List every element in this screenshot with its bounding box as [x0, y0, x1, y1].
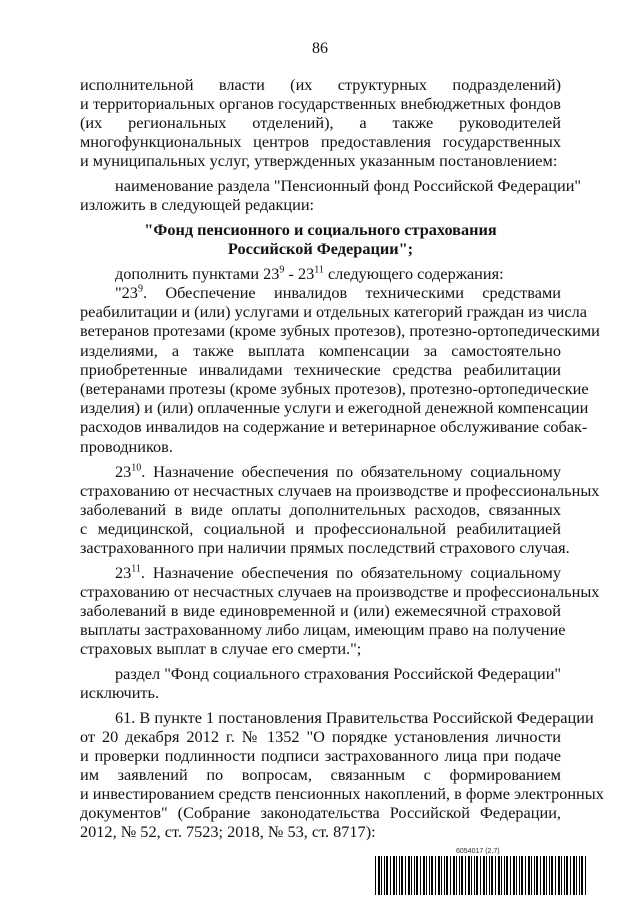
- text-span: (ветеранами протезы (кроме зубных протезов), протезно-ортопедические: [80, 379, 589, 398]
- text-line: [80, 519, 561, 538]
- text-line: [80, 220, 561, 239]
- text-span: следующего содержания:: [323, 264, 504, 283]
- text-span: им заявлений по вопросам, связанным с формированием: [80, 765, 561, 784]
- text-span: заболеваний в виде оплаты дополнительных расходов, связанных: [80, 500, 561, 519]
- text-line: [80, 803, 561, 822]
- text-span: изложить в следующей редакции:: [80, 195, 315, 214]
- text-line: [80, 94, 561, 113]
- superscript: 9: [279, 264, 285, 276]
- barcode: [375, 856, 588, 895]
- text-line: [80, 639, 561, 658]
- text-line: [115, 283, 561, 302]
- text-line: [80, 239, 561, 258]
- text-span: - 23: [284, 264, 315, 283]
- text-line: [80, 746, 561, 765]
- text-line: [80, 379, 589, 398]
- text-span: приобретенные инвалидами технические средства реабилитации: [80, 360, 561, 379]
- superscript: 11: [131, 563, 141, 575]
- text-line: [80, 113, 561, 132]
- text-span: . Обеспечение инвалидов техническими средствами: [142, 283, 561, 302]
- text-line: [80, 437, 561, 456]
- text-line: [80, 620, 566, 639]
- text-span: Российской Федерации";: [227, 239, 414, 258]
- text-span: с медицинской, социальной и профессиональной реабилитацией: [80, 519, 561, 538]
- text-span: 61. В пункте 1 постановления Правительства Российской Федерации: [115, 708, 594, 727]
- text-line: [80, 195, 561, 214]
- text-span: многофункциональных центров предоставления государственных: [80, 132, 561, 151]
- text-span: заболеваний в виде единовременной и (или) ежемесячной страховой: [80, 601, 561, 620]
- text-span: документов" (Собрание законодательства Российской Федерации,: [80, 803, 561, 822]
- text-span: и муниципальных услуг, утвержденных указанным постановлением:: [80, 151, 558, 170]
- text-span: ветеранов протезами (кроме зубных протезов), протезно-ортопедическими: [80, 321, 600, 340]
- text-span: "Фонд пенсионного и социального страхования: [144, 220, 497, 239]
- text-line: [80, 132, 561, 151]
- superscript: 9: [137, 283, 143, 295]
- document-code: 6054017 (2.7): [456, 848, 500, 855]
- superscript: 11: [314, 264, 324, 276]
- text-line: [115, 264, 561, 283]
- text-line: [80, 321, 600, 340]
- text-line: [80, 500, 561, 519]
- text-span: выплаты застрахованному либо лицам, имеющим право на получение: [80, 620, 566, 639]
- text-line: [115, 563, 561, 582]
- text-line: [80, 302, 587, 321]
- text-span: и инвестированием средств пенсионных накоплений, в форме электронных: [80, 784, 604, 803]
- text-span: застрахованного при наличии прямых последствий страхового случая.: [80, 538, 570, 557]
- text-span: раздел "Фонд социального страхования Российской Федерации": [115, 664, 562, 683]
- text-span: . Назначение обеспечения по обязательному социальному: [140, 563, 561, 582]
- text-span: "23: [115, 283, 138, 302]
- text-span: от 20 декабря 2012 г. № 1352 "О порядке установления личности: [80, 727, 561, 746]
- text-span: исключить.: [80, 683, 160, 702]
- text-span: страховых выплат в случае его смерти.";: [80, 639, 362, 658]
- text-span: исполнительной власти (их структурных подразделений): [80, 75, 561, 94]
- text-line: [80, 398, 589, 417]
- text-line: [80, 765, 561, 784]
- text-span: наименование раздела "Пенсионный фонд Российской Федерации": [115, 176, 582, 195]
- text-span: и территориальных органов государственных внебюджетных фондов: [80, 94, 561, 113]
- text-line: [80, 822, 561, 841]
- superscript: 10: [131, 462, 142, 474]
- text-line: [115, 462, 561, 481]
- text-span: проводников.: [80, 437, 173, 456]
- text-line: [80, 481, 600, 500]
- text-line: [115, 708, 594, 727]
- page-number: 86: [312, 40, 328, 57]
- text-span: 23: [115, 462, 132, 481]
- text-line: [80, 360, 561, 379]
- text-span: . Назначение обеспечения по обязательному социальному: [141, 462, 561, 481]
- text-span: (их региональных отделений), а также руководителей: [80, 113, 561, 132]
- text-span: реабилитации и (или) услугами и отдельных категорий граждан из числа: [80, 302, 587, 321]
- text-line: [80, 151, 561, 170]
- text-span: 2012, № 52, ст. 7523; 2018, № 53, ст. 8717):: [80, 822, 376, 841]
- text-line: [80, 341, 561, 360]
- text-line: [80, 601, 561, 620]
- text-span: страхованию от несчастных случаев на производстве и профессиональных: [80, 481, 600, 500]
- text-line: [115, 664, 561, 683]
- text-span: изделиями, а также выплата компенсации за самостоятельно: [80, 341, 561, 360]
- text-line: [80, 75, 561, 94]
- text-line: [80, 417, 588, 436]
- text-line: [115, 176, 582, 195]
- text-line: [80, 582, 600, 601]
- text-line: [80, 683, 561, 702]
- text-span: страхованию от несчастных случаев на производстве и профессиональных: [80, 582, 600, 601]
- text-line: [80, 784, 604, 803]
- text-span: расходов инвалидов на содержание и ветеринарное обслуживание собак-: [80, 417, 588, 436]
- text-line: [80, 538, 570, 557]
- text-span: изделия) и (или) оплаченные услуги и ежегодной денежной компенсации: [80, 398, 589, 417]
- text-line: [80, 727, 561, 746]
- text-span: 23: [115, 563, 132, 582]
- text-span: и проверки подлинности подписи застрахованного лица при подаче: [80, 746, 561, 765]
- text-span: дополнить пунктами 23: [115, 264, 280, 283]
